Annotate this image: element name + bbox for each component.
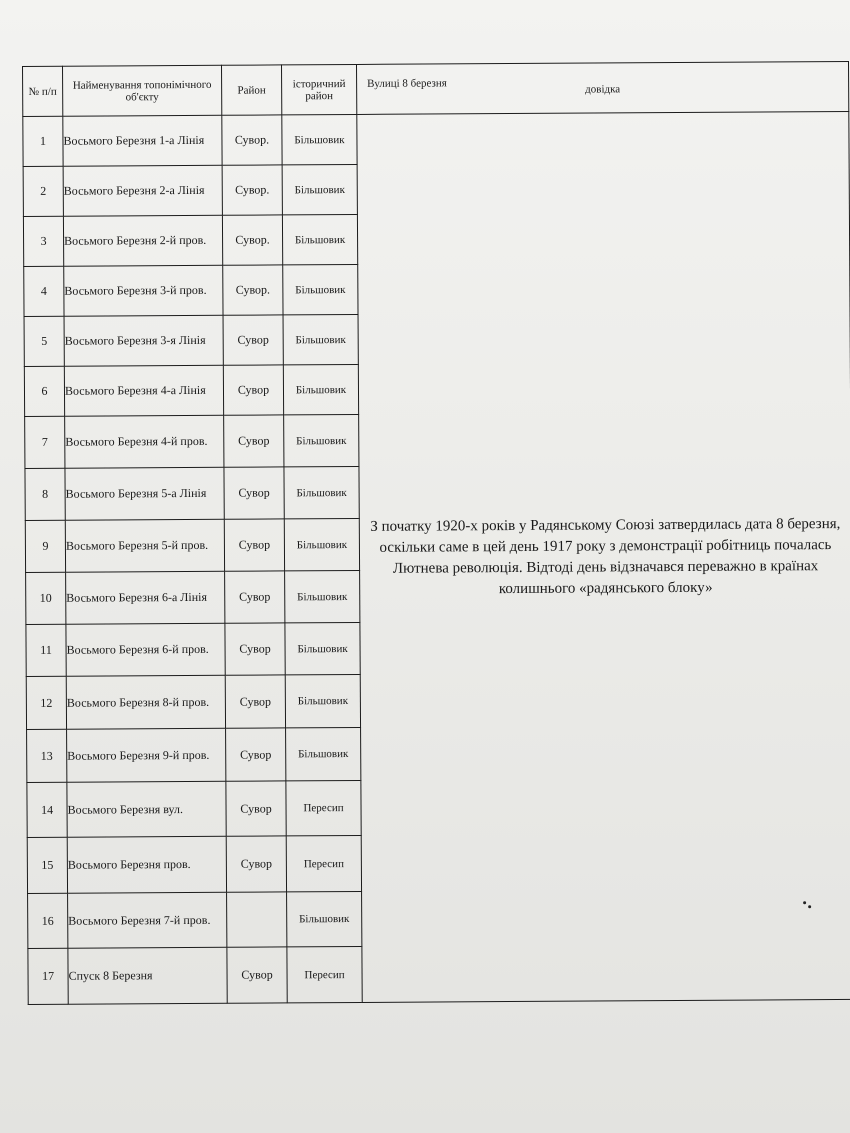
row-hist: Більшовик <box>286 727 361 780</box>
row-hist: Більшовик <box>285 674 360 727</box>
row-hist: Пересип <box>286 780 361 835</box>
reference-text: З початку 1920-х років у Радянському Союзі затвердилась дата 8 березня, оскільки саме в цей день 1917 року з демонстрації робітниць почалась Лютнева революція. Відтоді день відзначався переважно в країнах колишнього «радянського блоку» <box>370 515 841 597</box>
header-rayon: Район <box>221 65 281 115</box>
header-reference: довідка <box>356 61 848 114</box>
row-name: Восьмого Березня 3-й пров. <box>64 265 223 316</box>
streets-caption: Вулиці 8 березня <box>367 77 447 90</box>
toponym-table <box>22 61 850 1005</box>
row-num: 12 <box>26 676 66 729</box>
table-row <box>23 111 849 166</box>
row-num: 6 <box>24 366 64 416</box>
row-name: Восьмого Березня 3-я Лінія <box>64 315 223 366</box>
row-name: Восьмого Березня 4-а Лінія <box>64 365 223 416</box>
row-name: Восьмого Березня 6-й пров. <box>66 623 225 676</box>
row-name: Восьмого Березня пров. <box>67 836 226 893</box>
row-num: 11 <box>26 624 66 676</box>
row-rayon: Сувор. <box>222 115 282 165</box>
row-hist: Пересип <box>287 946 362 1002</box>
row-name: Восьмого Березня 4-й пров. <box>65 415 224 468</box>
row-rayon <box>227 892 287 947</box>
row-num: 1 <box>23 116 63 166</box>
row-num: 13 <box>27 729 67 782</box>
row-hist: Більшовик <box>283 314 358 364</box>
row-rayon: Сувор <box>225 675 285 728</box>
ink-speck <box>808 905 811 908</box>
row-num: 15 <box>27 837 67 893</box>
row-hist: Більшовик <box>282 114 357 164</box>
row-name: Восьмого Березня 7-й пров. <box>68 892 227 948</box>
row-hist: Більшовик <box>283 364 358 414</box>
row-num: 8 <box>25 468 65 520</box>
row-num: 16 <box>28 893 68 948</box>
row-name: Восьмого Березня 6-а Лінія <box>66 571 225 624</box>
row-name: Восьмого Березня 8-й пров. <box>66 675 225 729</box>
row-name: Восьмого Березня 5-а Лінія <box>65 467 224 520</box>
row-num: 10 <box>26 572 66 624</box>
row-name: Восьмого Березня 1-а Лінія <box>63 115 222 166</box>
row-rayon: Сувор. <box>222 215 282 265</box>
row-rayon: Сувор <box>223 365 283 415</box>
row-rayon: Сувор <box>226 836 286 892</box>
row-rayon: Сувор <box>225 571 285 623</box>
row-rayon: Сувор <box>224 415 284 467</box>
row-name: Восьмого Березня 5-й пров. <box>65 519 224 572</box>
row-rayon: Сувор <box>227 947 287 1003</box>
row-rayon: Сувор <box>224 467 284 519</box>
row-name: Восьмого Березня 2-а Лінія <box>63 165 222 216</box>
row-num: 9 <box>25 520 65 572</box>
row-hist: Пересип <box>286 835 361 891</box>
row-num: 4 <box>24 266 64 316</box>
row-rayon: Сувор <box>225 623 285 675</box>
row-num: 7 <box>25 416 65 468</box>
row-hist: Більшовик <box>283 264 358 314</box>
row-hist: Більшовик <box>285 570 360 622</box>
row-rayon: Сувор <box>223 315 283 365</box>
header-num: № п/п <box>23 66 63 116</box>
row-name: Спуск 8 Березня <box>68 947 227 1004</box>
row-name: Восьмого Березня 2-й пров. <box>63 215 222 266</box>
ink-speck <box>803 901 806 904</box>
row-rayon: Сувор. <box>223 265 283 315</box>
header-hist: історичний район <box>281 64 356 114</box>
row-rayon: Сувор. <box>222 165 282 215</box>
row-hist: Більшовик <box>282 214 357 264</box>
row-num: 2 <box>23 166 63 216</box>
row-num: 5 <box>24 316 64 366</box>
row-hist: Більшовик <box>285 622 360 674</box>
header-name: Найменування топонімічного об'єкту <box>63 65 222 116</box>
row-hist: Більшовик <box>284 518 359 570</box>
row-num: 3 <box>23 216 63 266</box>
document-page <box>22 61 850 998</box>
row-name: Восьмого Березня 9-й пров. <box>67 728 226 782</box>
row-hist: Більшовик <box>282 164 357 214</box>
row-hist: Більшовик <box>284 466 359 518</box>
row-num: 14 <box>27 782 67 837</box>
row-hist: Більшовик <box>287 891 362 946</box>
row-num: 17 <box>28 948 68 1004</box>
row-rayon: Сувор <box>226 781 286 836</box>
row-hist: Більшовик <box>284 414 359 466</box>
reference-cell <box>357 111 850 1002</box>
row-rayon: Сувор <box>224 519 284 571</box>
torn-edge-fragment <box>290 0 590 30</box>
row-rayon: Сувор <box>226 728 286 781</box>
row-name: Восьмого Березня вул. <box>67 781 226 837</box>
